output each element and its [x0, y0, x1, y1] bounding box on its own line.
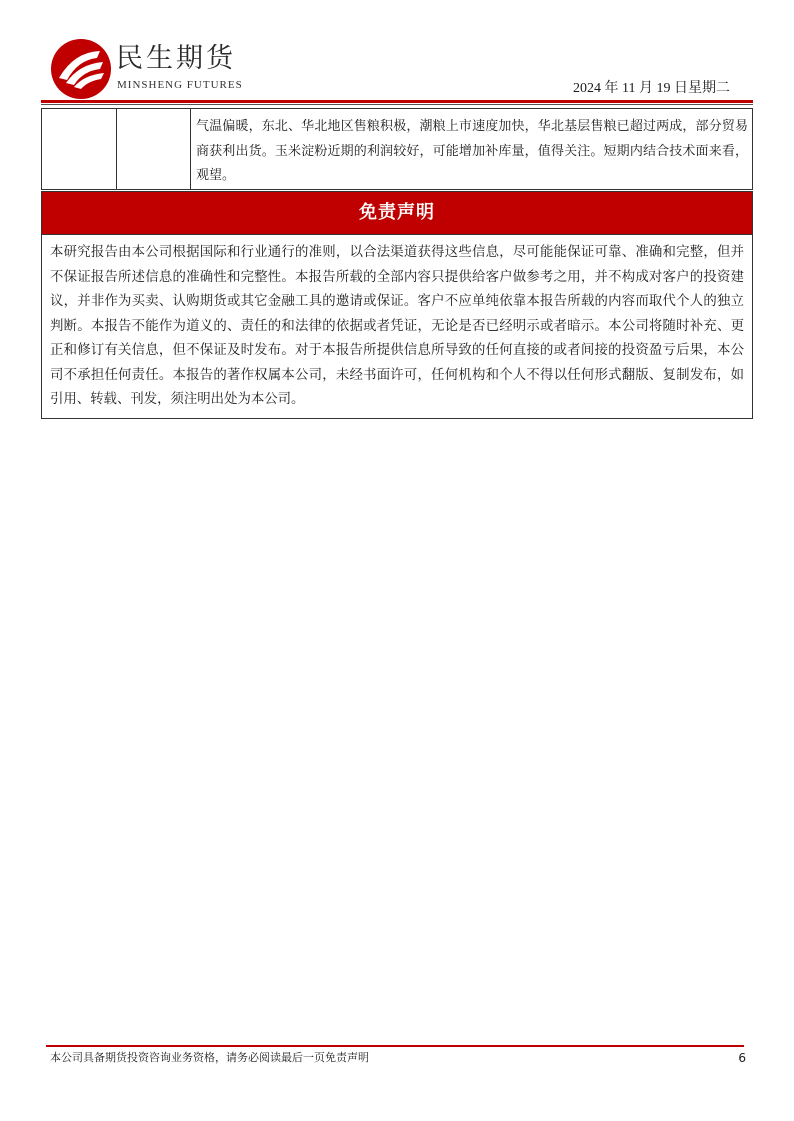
analysis-table-fragment: [41, 108, 753, 190]
logo-chinese-name: 民生期货: [116, 43, 236, 74]
disclaimer-body: 本研究报告由本公司根据国际和行业通行的准则，以合法渠道获得这些信息，尽可能能保证可靠、准确和完整，但并不保证报告所述信息的准确性和完整性。本报告所载的全部内容只提供给客户做参考之用，并不构成对客户的投资建议，并非作为买卖、认购期货或其它金融工具的邀请或保证。客户不应单纯依靠本报告所载的内容而取代个人的独立判断。本报告不能作为道义的、责任的和法律的依据或者凭证，无论是否已经明示或者暗示。本公司将随时补充、更正和修订有关信息，但不保证及时发布。对于本报告所提供信息所导致的任何直接的或者间接的投资盈亏后果，本公司不承担任何责任。本报告的著作权属本公司，未经书面许可，任何机构和个人不得以任何形式翻版、复制发布，如引用、转载、刊发，须注明出处为本公司。: [41, 234, 753, 419]
table-cell-empty-2: [116, 109, 191, 189]
table-cell-empty-1: [42, 109, 117, 189]
page-number: 6: [738, 1051, 746, 1065]
logo-english-name: MINSHENG FUTURES: [117, 79, 243, 91]
company-logo: [50, 38, 250, 100]
minsheng-logo-icon: [50, 38, 112, 100]
disclaimer-title: 免责声明: [41, 191, 753, 235]
footer-divider: [46, 1045, 744, 1047]
header-divider-thin: [41, 104, 753, 105]
table-cell-analysis-text: 气温偏暖，东北、华北地区售粮积极，潮粮上市速度加快，华北基层售粮已超过两成，部分贸易商获利出货。玉米淀粉近期的利润较好，可能增加补库量，值得关注。短期内结合技术面来看，观望。: [196, 119, 748, 183]
report-date: 2024 年 11 月 19 日星期二: [573, 81, 730, 96]
footer-notice: 本公司具备期货投资咨询业务资格，请务必阅读最后一页免责声明: [50, 1051, 369, 1064]
